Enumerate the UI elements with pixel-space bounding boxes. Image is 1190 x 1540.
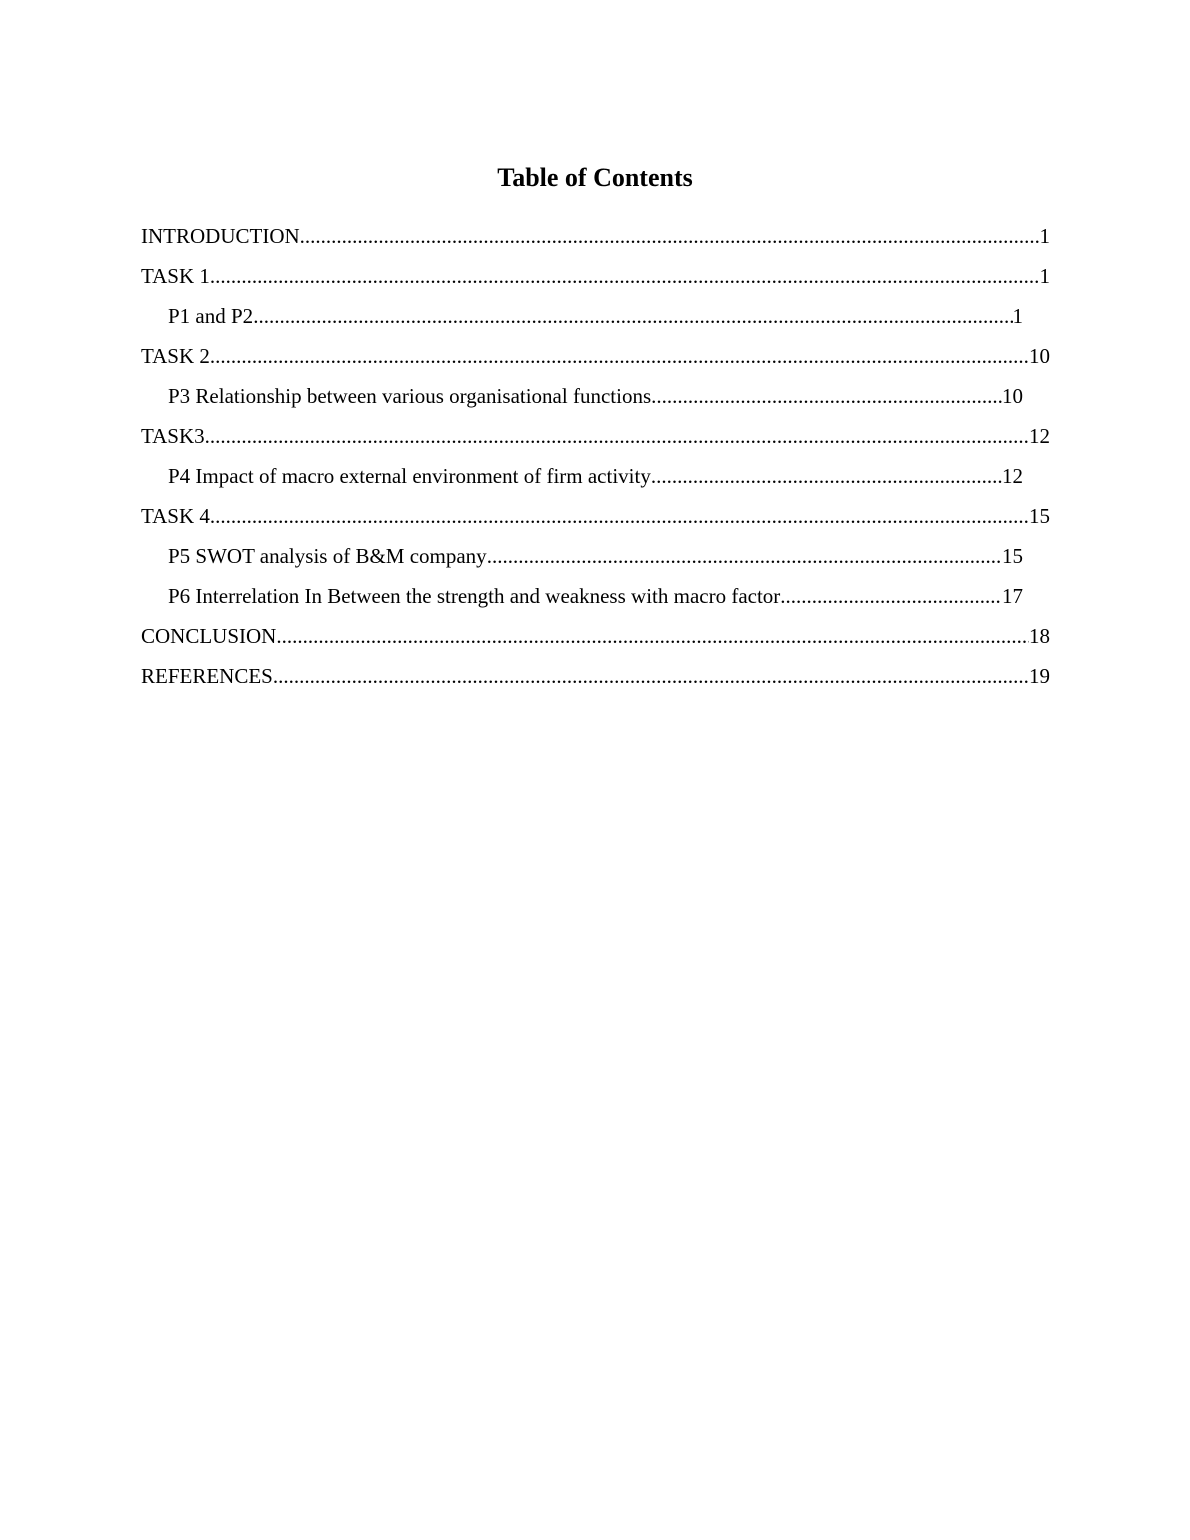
toc-entry[interactable]	[141, 418, 1050, 458]
toc-leader-dots	[273, 658, 1029, 694]
toc-entry-label: TASK3	[141, 424, 205, 448]
toc-entry[interactable]	[168, 298, 1023, 338]
toc-entry-label: P6 Interrelation In Between the strength and weakness with macro factor	[168, 584, 781, 608]
toc-entry-page: 17	[1002, 584, 1023, 608]
toc-leader-dots	[253, 298, 1012, 334]
toc-entry-label: INTRODUCTION	[141, 224, 300, 248]
toc-leader-dots	[780, 578, 1002, 614]
toc-entry-page: 1	[1039, 264, 1050, 288]
toc-entry[interactable]	[141, 618, 1050, 658]
toc-entry-page: 1	[1039, 224, 1050, 248]
toc-entry-label: TASK 2	[141, 344, 210, 368]
toc-entry-page: 12	[1002, 464, 1023, 488]
toc-entry-label: P3 Relationship between various organisational functions	[168, 384, 652, 408]
toc-entry[interactable]	[168, 458, 1023, 498]
toc-entry-page: 18	[1029, 624, 1050, 648]
toc-entry[interactable]	[168, 378, 1023, 418]
toc-entry-label: P4 Impact of macro external environment of firm activity	[168, 464, 651, 488]
toc-leader-dots	[210, 498, 1029, 534]
toc-entry-page: 19	[1029, 664, 1050, 688]
toc-entry-page: 1	[1012, 304, 1023, 328]
toc-entry-page: 15	[1002, 544, 1023, 568]
toc-entry[interactable]	[168, 578, 1023, 618]
toc-leader-dots	[210, 258, 1040, 294]
toc-entry-label: P1 and P2	[168, 304, 254, 328]
toc-entry-page: 12	[1029, 424, 1050, 448]
toc-entry-label: CONCLUSION	[141, 624, 277, 648]
toc-entry[interactable]	[141, 338, 1050, 378]
toc-entry-page: 10	[1002, 384, 1023, 408]
toc-entry[interactable]	[141, 658, 1050, 698]
toc-entry-label: TASK 4	[141, 504, 210, 528]
toc-leader-dots	[210, 338, 1029, 374]
toc-entry-page: 15	[1029, 504, 1050, 528]
toc-leader-dots	[651, 378, 1002, 414]
toc-entry[interactable]	[141, 498, 1050, 538]
toc-leader-dots	[276, 618, 1029, 654]
toc-leader-dots	[205, 418, 1029, 454]
toc-entry[interactable]	[141, 218, 1050, 258]
toc-entry[interactable]	[168, 538, 1023, 578]
toc-leader-dots	[300, 218, 1040, 254]
toc-entry-label: P5 SWOT analysis of B&M company	[168, 544, 487, 568]
toc-leader-dots	[487, 538, 1002, 574]
toc-entry-label: REFERENCES	[141, 664, 273, 688]
toc-leader-dots	[651, 458, 1002, 494]
toc-entry[interactable]	[141, 258, 1050, 298]
toc-entry-page: 10	[1029, 344, 1050, 368]
page-title: Table of Contents	[497, 163, 693, 192]
toc-entry-label: TASK 1	[141, 264, 210, 288]
